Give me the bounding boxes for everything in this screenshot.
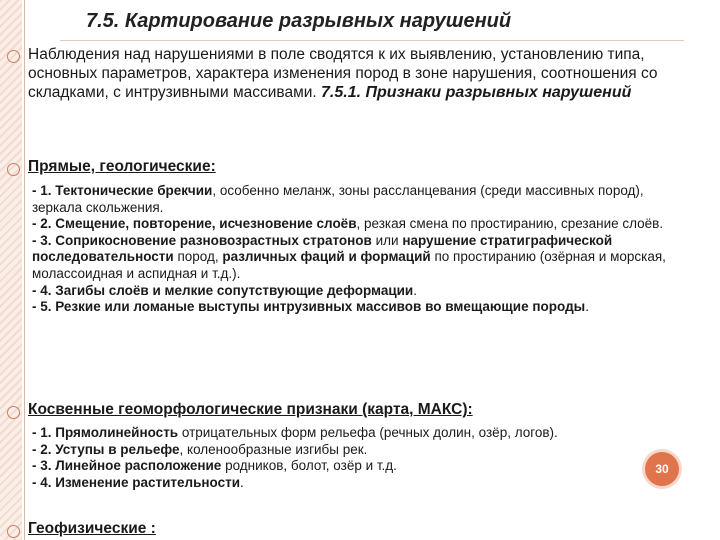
intro-paragraph (28, 45, 690, 102)
intro-text: Наблюдения над нарушениями в поле сводятся к их выявлению, установлению типа, основных параметров, характера изменения пород в зоне нарушения, соотношения со складками, с интрузивными массивами. (28, 46, 658, 101)
slide-title: 7.5. Картирование разрывных нарушений (86, 10, 512, 32)
geophys-heading: Геофизические : (28, 520, 156, 537)
list-item: - 2. Уступы в рельефе, коленообразные изгибы рек. (32, 441, 368, 457)
bullet-icon (7, 525, 20, 538)
list-item: - 1. Тектонические брекчии, особенно меланж, зоны рассланцевания (среди массивных пород), зеркала скольжения. (32, 183, 644, 215)
decorative-left-rail (0, 0, 22, 540)
list-item: - 4. Загибы слоёв и мелкие сопутствующие деформации. (32, 282, 417, 298)
bullet-icon (7, 50, 20, 63)
direct-heading: Прямые, геологические: (28, 158, 216, 175)
list-item: - 4. Изменение растительности. (32, 474, 244, 490)
list-item: - 2. Смещение, повторение, исчезновение слоёв, резкая смена по простиранию, срезание слоёв. (32, 216, 664, 232)
list-item: - 3. Линейное расположение родников, болот, озёр и т.д. (32, 458, 397, 474)
frame-line (24, 0, 25, 540)
page-number-badge: 30 (645, 452, 679, 486)
direct-items-list (32, 183, 682, 316)
list-item: - 3. Соприкосновение разновозрастных стратонов или нарушение стратиграфической последовательности пород, различных фаций и формаций по простиранию (озёрная и морская, молассоидная и аспидная и т.д.). (32, 232, 666, 281)
bullet-icon (7, 163, 20, 176)
bullet-icon (7, 406, 20, 419)
list-item: - 5. Резкие или ломаные выступы интрузивных массивов во вмещающие породы. (32, 299, 589, 315)
indirect-heading: Косвенные геоморфологические признаки (карта, МАКС): (28, 401, 473, 418)
section-subtitle: 7.5.1. Признаки разрывных нарушений (321, 84, 632, 101)
list-item: - 1. Прямолинейность отрицательных форм рельефа (речных долин, озёр, логов). (32, 425, 558, 440)
title-divider (60, 40, 684, 41)
indirect-items-list (32, 425, 682, 491)
